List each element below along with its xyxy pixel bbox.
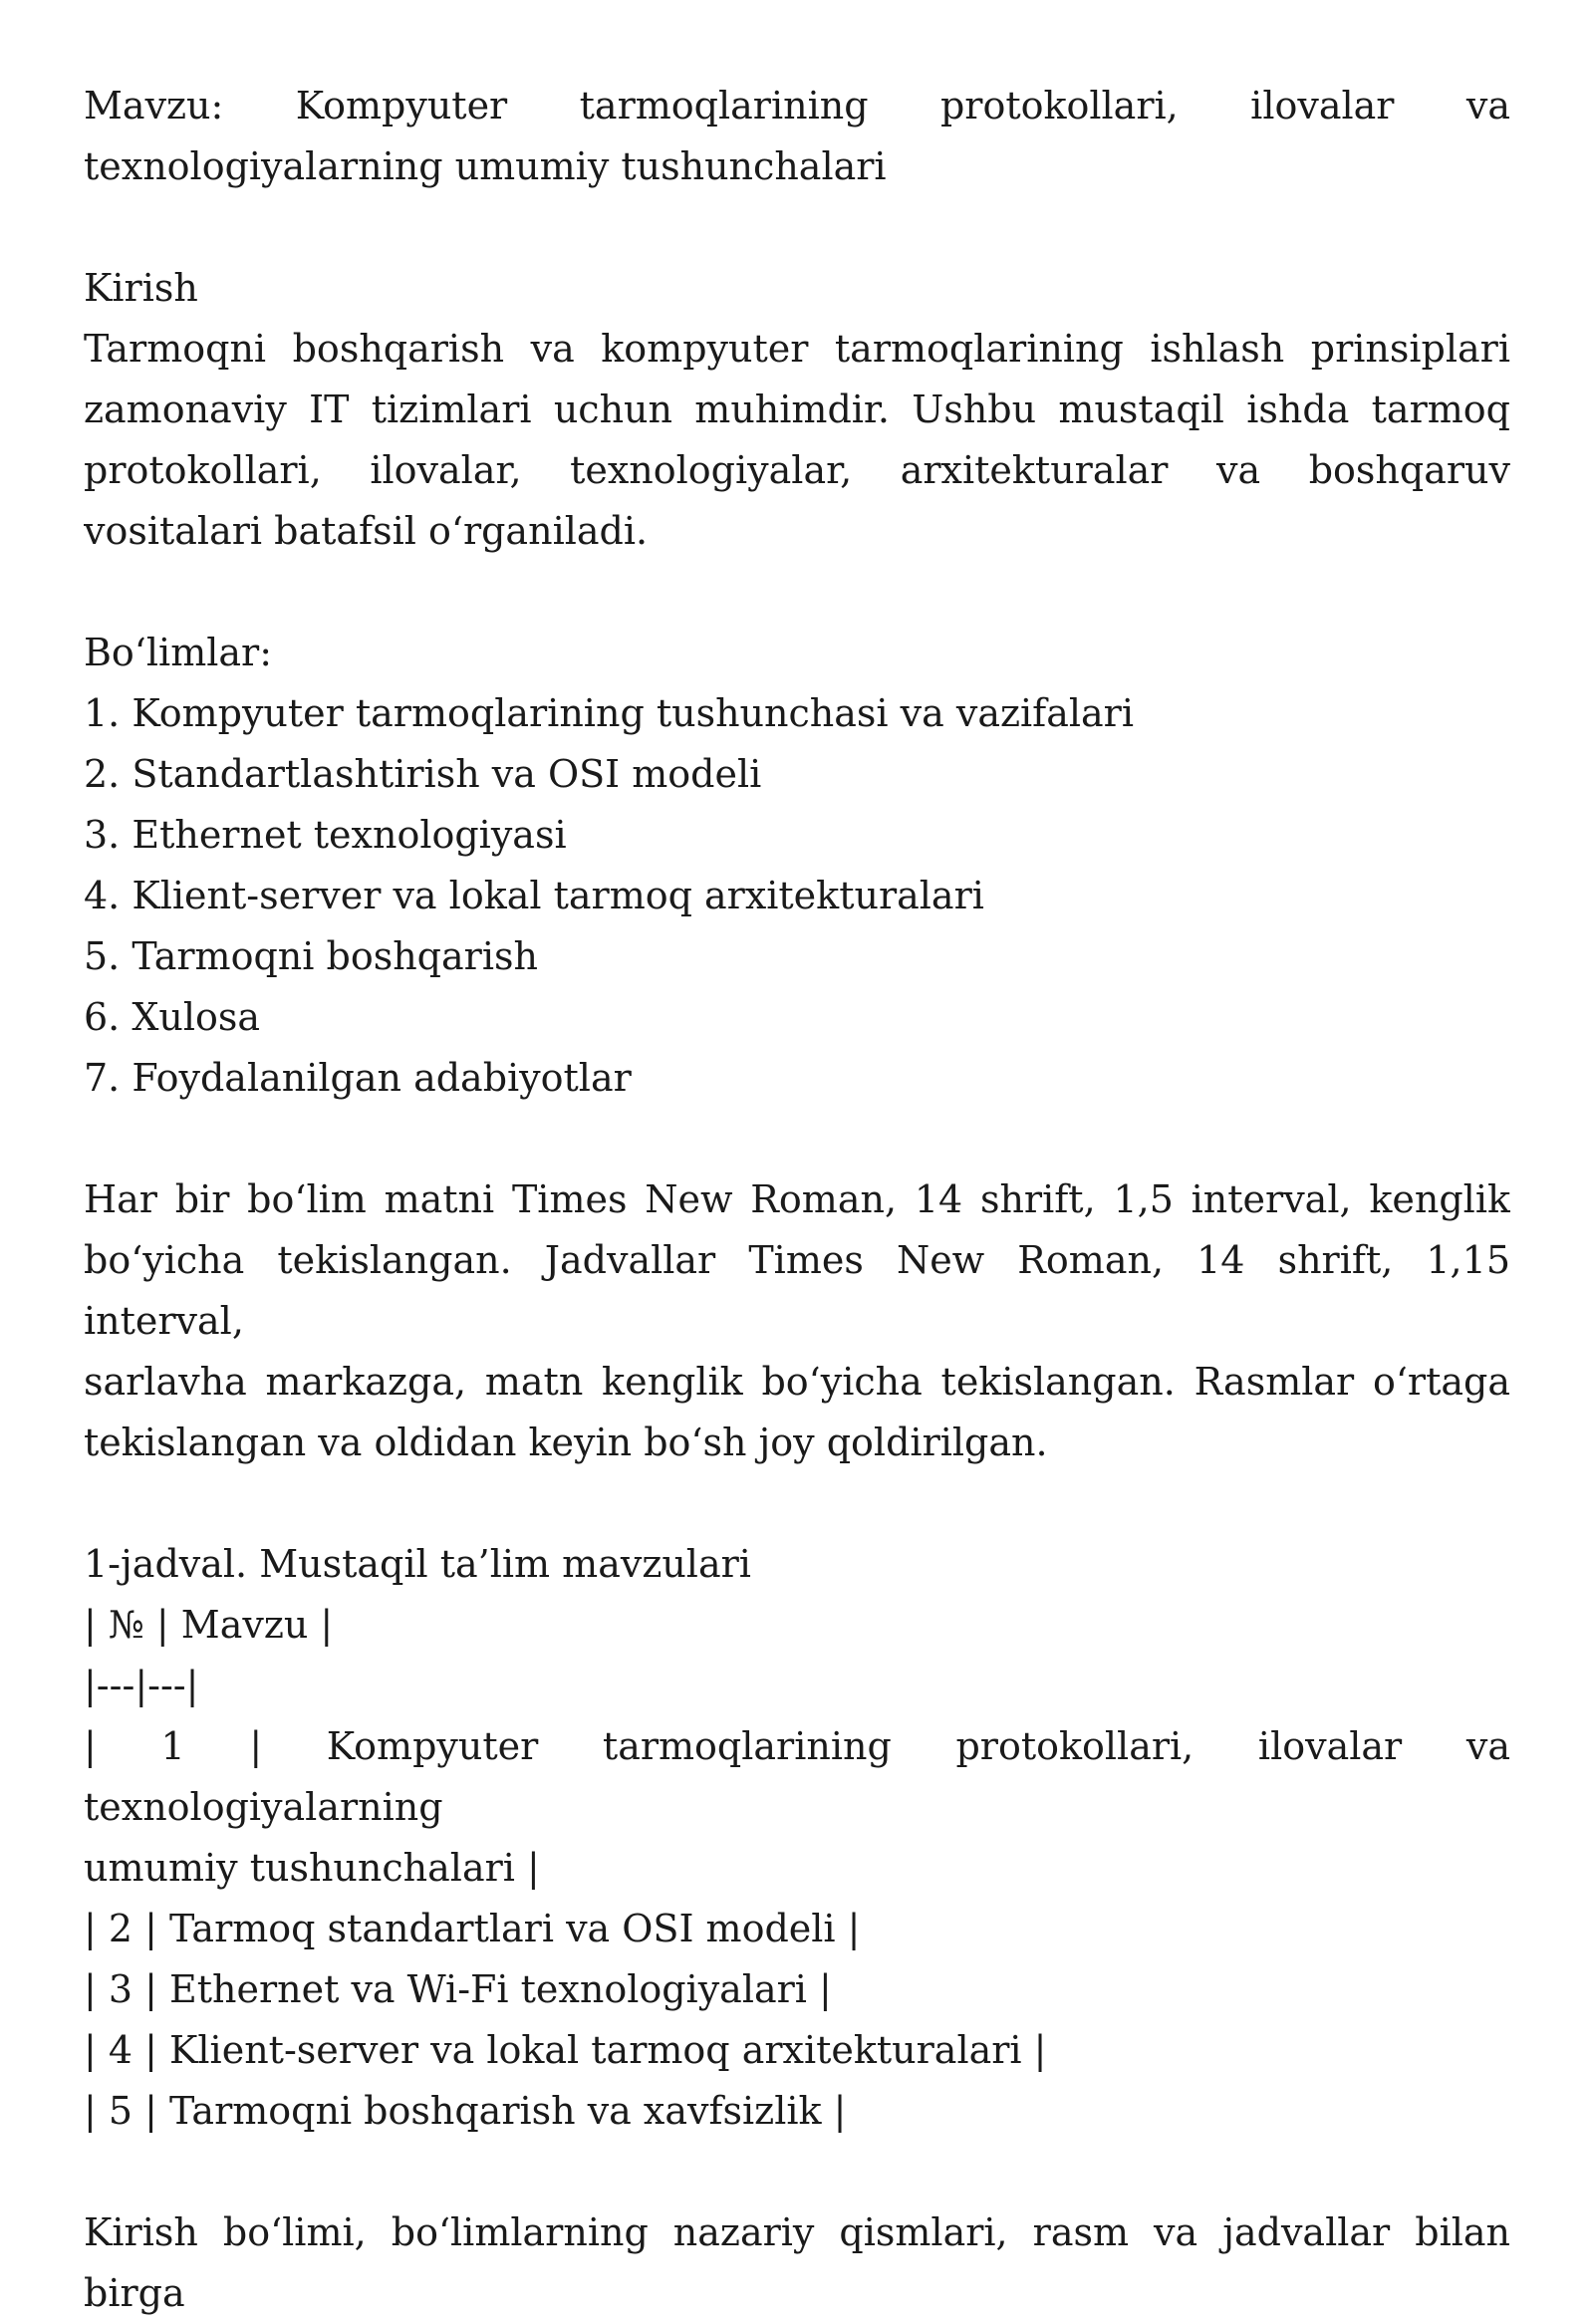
formatting-line-4: tekislangan va oldidan keyin bo‘sh joy qoldirilgan. bbox=[84, 1420, 1048, 1464]
section-list-item: 1. Kompyuter tarmoqlarining tushunchasi va vazifalari bbox=[84, 691, 1134, 735]
table-separator: |---|---| bbox=[84, 1664, 199, 1707]
formatting-line-3: sarlavha markazga, matn kenglik bo‘yicha tekislangan. Rasmlar o‘rtaga bbox=[84, 1360, 1510, 1404]
spacer bbox=[84, 1109, 1510, 1169]
formatting-line-2: bo‘yicha tekislangan. Jadvallar Times New Roman, 14 shrift, 1,15 interval, bbox=[84, 1238, 1510, 1343]
spacer bbox=[84, 1473, 1510, 1534]
formatting-line-1: Har bir bo‘lim matni Times New Roman, 14 shrift, 1,5 interval, kenglik bbox=[84, 1177, 1510, 1221]
table-row-continuation: umumiy tushunchalari | bbox=[84, 1846, 540, 1890]
title-line-2: texnologiyalarning umumiy tushunchalari bbox=[84, 144, 887, 188]
spacer bbox=[84, 197, 1510, 258]
table-row: | 5 | Tarmoqni boshqarish va xavfsizlik | bbox=[84, 2089, 847, 2133]
section-list-item: 3. Ethernet texnologiyasi bbox=[84, 813, 567, 857]
table-caption: 1-jadval. Mustaqil ta’lim mavzulari bbox=[84, 1542, 751, 1586]
table-row: | 4 | Klient-server va lokal tarmoq arxitekturalari | bbox=[84, 2028, 1047, 2072]
intro-line-2: zamonaviy IT tizimlari uchun muhimdir. Ushbu mustaqil ishda tarmoq bbox=[84, 387, 1510, 431]
closing-line: Kirish bo‘limi, bo‘limlarning nazariy qismlari, rasm va jadvallar bilan birga bbox=[84, 2210, 1510, 2315]
document-page bbox=[84, 76, 1510, 2324]
spacer bbox=[84, 562, 1510, 623]
section-list-item: 2. Standartlashtirish va OSI modeli bbox=[84, 752, 762, 796]
table-header: | № | Mavzu | bbox=[84, 1603, 334, 1647]
section-list-item: 4. Klient-server va lokal tarmoq arxitekturalari bbox=[84, 874, 984, 917]
sections-heading: Bo‘limlar: bbox=[84, 631, 272, 674]
intro-line-3: protokollari, ilovalar, texnologiyalar, arxitekturalar va boshqaruv bbox=[84, 448, 1510, 492]
title-line-1: Mavzu: Kompyuter tarmoqlarining protokollari, ilovalar va bbox=[84, 84, 1510, 128]
table-row: | 2 | Tarmoq standartlari va OSI modeli | bbox=[84, 1907, 861, 1950]
section-list-item: 6. Xulosa bbox=[84, 995, 261, 1039]
table-row: | 1 | Kompyuter tarmoqlarining protokollari, ilovalar va texnologiyalarning bbox=[84, 1724, 1510, 1829]
section-list-item: 7. Foydalanilgan adabiyotlar bbox=[84, 1056, 632, 1100]
intro-line-1: Tarmoqni boshqarish va kompyuter tarmoqlarining ishlash prinsiplari bbox=[84, 327, 1510, 371]
intro-line-4: vositalari batafsil o‘rganiladi. bbox=[84, 509, 649, 553]
section-list-item: 5. Tarmoqni boshqarish bbox=[84, 934, 538, 978]
intro-heading: Kirish bbox=[84, 266, 198, 310]
spacer bbox=[84, 2142, 1510, 2202]
table-row: | 3 | Ethernet va Wi-Fi texnologiyalari | bbox=[84, 1967, 832, 2011]
